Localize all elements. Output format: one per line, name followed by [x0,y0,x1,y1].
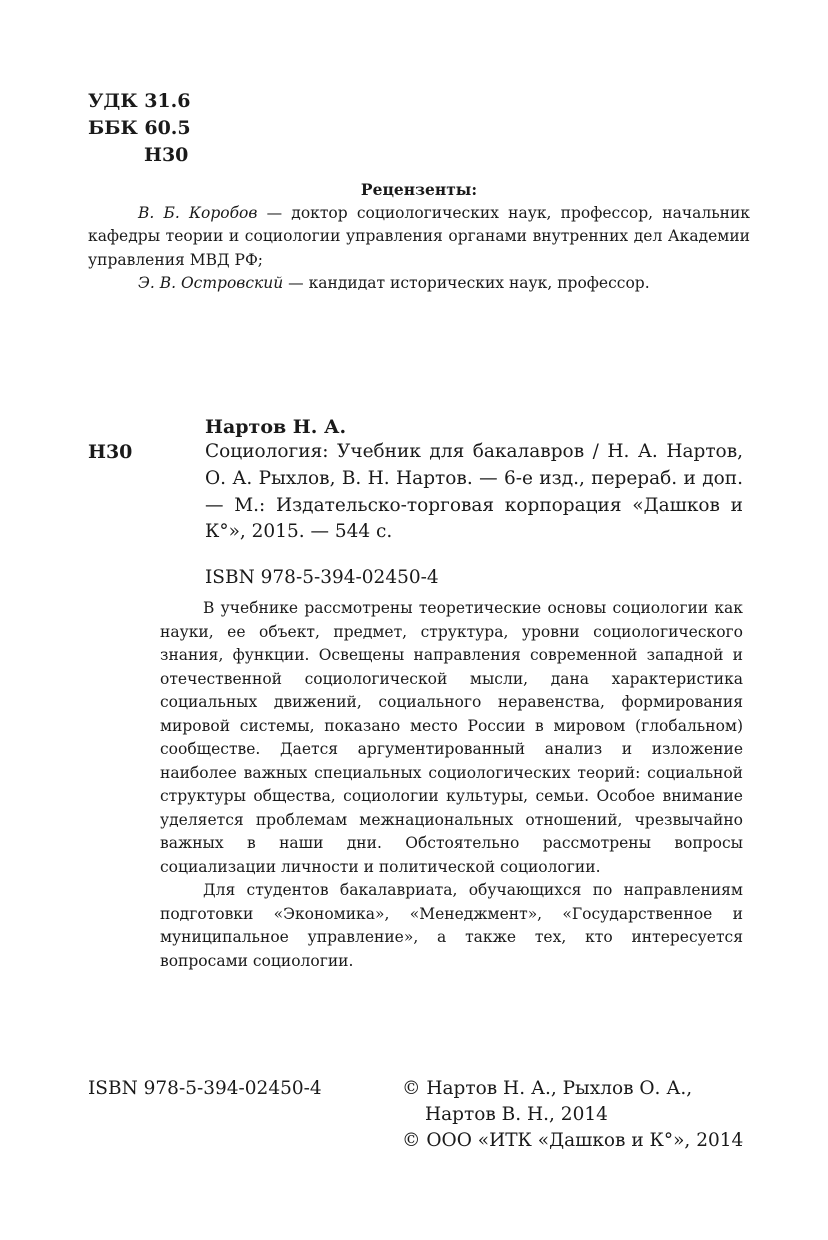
bibliographic-description: Социология: Учебник для бакалавров / Н. А. Нартов, О. А. Рыхлов, В. Н. Нартов. — 6-е изд., перераб. и доп. — М.: Издательско-торговая корпорация «Дашков и К°», 2015. — 544 с. [205,441,743,543]
bbk-code: ББК 60.5 [88,117,191,139]
footer-isbn: ISBN 978-5-394-02450-4 [88,1078,322,1099]
bibliographic-author: Нартов Н. А. [205,416,347,438]
classification-block [88,88,191,169]
author-sign: Н30 [144,144,189,166]
reviewer-entry [88,272,750,296]
annotation-paragraph: В учебнике рассмотрены теоретические основы социологии как науки, ее объект, предмет, структура, уровни социологического знания, функции. Освещены направления современной западной и отечественной социологической мысли, дана характеристика социальных движений, социального неравенства, формирования мировой системы, показано место России в мировом (глобальном) сообществе. Дается аргументированный анализ и изложение наиболее важных специальных социологических теорий: социальной структуры общества, социологии культуры, семьи. Особое внимание уделяется проблемам межнациональных отношений, чрезвычайно важных в наши дни. Обстоятельно рассмотрены вопросы социализации личности и политической социологии. [160,599,743,876]
reviewer-credentials: — доктор социологических наук, профессор, начальник кафедры теории и социологии управления органами внутренних дел Академии управления МВД РФ; [88,203,750,269]
copyright-authors-line: Нартов В. Н., 2014 [425,1104,608,1125]
reviewer-credentials: — кандидат исторических наук, профессор. [283,274,650,292]
copyright-authors-line: © Нартов Н. А., Рыхлов О. А., [402,1078,693,1099]
copyright-publisher: © ООО «ИТК «Дашков и К°», 2014 [402,1130,744,1151]
reviewers-heading: Рецензенты: [360,180,478,199]
annotation-paragraph: Для студентов бакалавриата, обучающихся по направлениям подготовки «Экономика», «Менеджмент», «Государственное и муниципальное управление», а также тех, кто интересуется вопросами социологии. [160,881,743,970]
udk-code: УДК 31.6 [88,90,191,112]
copyright-block [402,1076,743,1154]
annotation-block [160,597,743,973]
bibliographic-isbn: ISBN 978-5-394-02450-4 [205,567,439,588]
reviewer-name: Э. В. Островский [138,274,284,292]
reviewer-name: В. Б. Коробов [138,203,258,222]
reviewer-entry [88,202,750,273]
reviewers-block [88,178,750,296]
bibliographic-code: Н30 [88,441,133,463]
